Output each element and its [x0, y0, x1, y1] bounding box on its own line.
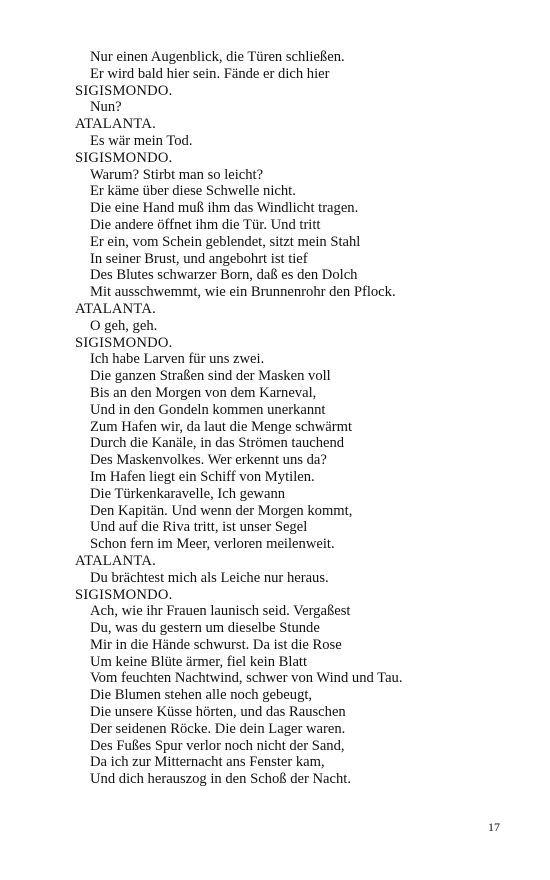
verse-line: Mit ausschwemmt, wie ein Brunnenrohr den Pflock. — [90, 284, 396, 301]
verse-line: Des Blutes schwarzer Born, daß es den Dolch — [90, 267, 358, 284]
speaker-name: SIGISMONDO. — [75, 149, 173, 166]
speaker-name: ATALANTA. — [75, 116, 156, 133]
verse-line: Im Hafen liegt ein Schiff von Mytilen. — [90, 468, 315, 485]
verse-line: Warum? Stirbt man so leicht? — [90, 166, 264, 183]
verse-line: Und auf die Riva tritt, ist unser Segel — [90, 519, 308, 536]
verse-line: Ach, wie ihr Frauen launisch seid. Vergaßest — [90, 603, 351, 620]
verse-line: Mir in die Hände schwurst. Da ist die Rose — [90, 636, 342, 653]
speaker-name: ATALANTA. — [75, 552, 156, 569]
verse-line: Schon fern im Meer, verloren meilenweit. — [90, 536, 335, 553]
verse-line: Zum Hafen wir, da laut die Menge schwärmt — [90, 418, 353, 435]
verse-line: O geh, geh. — [90, 317, 158, 334]
verse-line: Nun? — [90, 99, 122, 116]
verse-line: Nur einen Augenblick, die Türen schließen. — [90, 49, 345, 65]
verse-line: Die andere öffnet ihm die Tür. Und tritt — [90, 216, 321, 233]
verse-line: Und in den Gondeln kommen unerkannt — [90, 401, 326, 418]
verse-line: Die Blumen stehen alle noch gebeugt, — [90, 687, 313, 704]
speaker-name: SIGISMONDO. — [75, 586, 173, 603]
verse-line: Durch die Kanäle, in das Strömen tauchend — [90, 435, 345, 452]
verse-line: Es wär mein Tod. — [90, 132, 193, 149]
verse-line: Den Kapitän. Und wenn der Morgen kommt, — [90, 502, 353, 519]
verse-line: In seiner Brust, und angebohrt ist tief — [90, 250, 308, 267]
page-number: 17 — [488, 820, 500, 834]
verse-line: Du brächtest mich als Leiche nur heraus. — [90, 569, 329, 586]
speaker-name: SIGISMONDO. — [75, 334, 173, 351]
verse-line: Und dich herauszog in den Schoß der Nacht. — [90, 771, 351, 788]
verse-line: Er ein, vom Schein geblendet, sitzt mein Stahl — [90, 233, 361, 250]
verse-line: Er wird bald hier sein. Fände er dich hier — [90, 65, 330, 82]
verse-line: Bis an den Morgen von dem Karneval, — [90, 384, 317, 401]
speaker-name: SIGISMONDO. — [75, 82, 173, 99]
verse-line: Du, was du gestern um dieselbe Stunde — [90, 620, 320, 637]
verse-line: Des Maskenvolkes. Wer erkennt uns da? — [90, 452, 327, 469]
verse-line: Die ganzen Straßen sind der Masken voll — [90, 368, 331, 385]
verse-line: Die Türkenkaravelle, Ich gewann — [90, 485, 286, 502]
verse-line: Um keine Blüte ärmer, fiel kein Blatt — [90, 653, 308, 670]
verse-line: Da ich zur Mitternacht ans Fenster kam, — [90, 754, 325, 771]
verse-line: Der seidenen Röcke. Die dein Lager waren. — [90, 720, 346, 737]
verse-line: Die eine Hand muß ihm das Windlicht tragen. — [90, 200, 359, 217]
speaker-name: ATALANTA. — [75, 300, 156, 317]
drama-text — [75, 49, 403, 788]
verse-line: Er käme über diese Schwelle nicht. — [90, 183, 296, 200]
verse-line: Des Fußes Spur verlor noch nicht der Sand, — [90, 737, 345, 754]
verse-line: Die unsere Küsse hörten, und das Rauschen — [90, 704, 346, 721]
verse-line: Vom feuchten Nachtwind, schwer von Wind und Tau. — [90, 670, 403, 687]
verse-line: Ich habe Larven für uns zwei. — [90, 351, 265, 368]
